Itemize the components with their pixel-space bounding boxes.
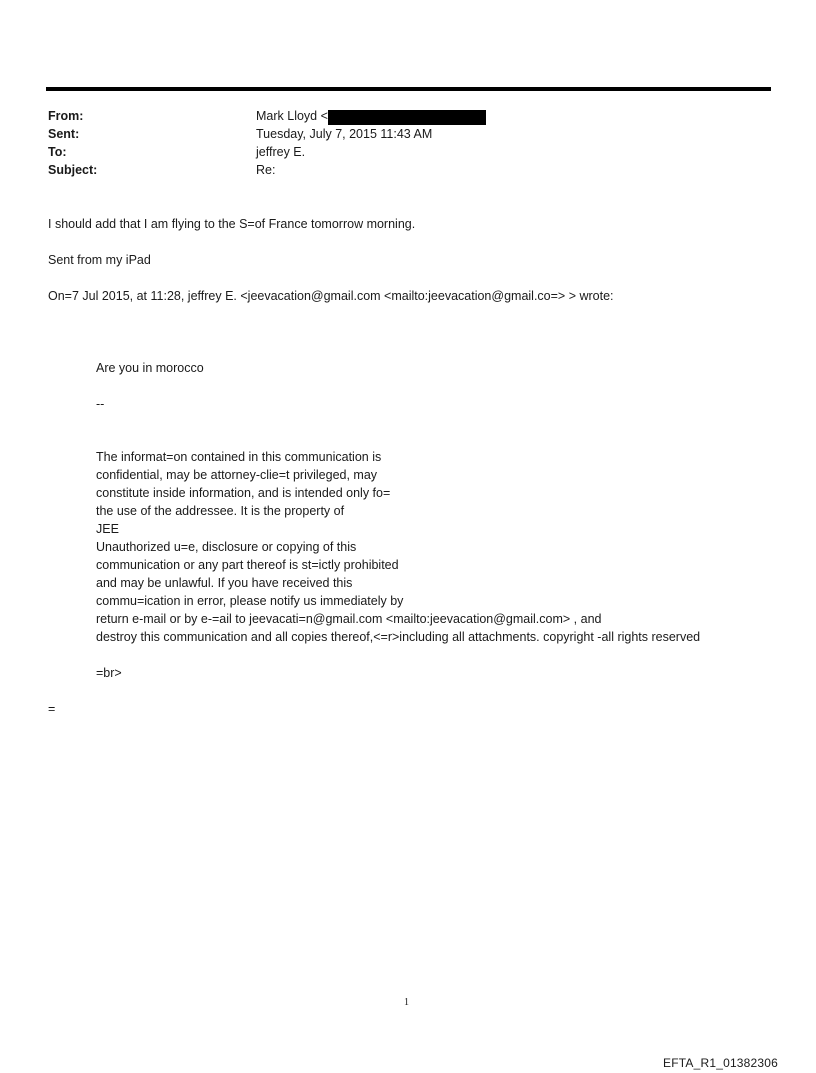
quote-intro: On=7 Jul 2015, at 11:28, jeffrey E. <jeevacation@gmail.com <mailto:jeevacation@gmail.co=> > wrote: bbox=[48, 289, 614, 303]
quoted-separator: -- bbox=[96, 397, 105, 411]
sent-value: Tuesday, July 7, 2015 11:43 AM bbox=[256, 127, 433, 141]
from-value: Mark Lloyd < bbox=[256, 109, 328, 123]
page-number: 1 bbox=[404, 997, 409, 1008]
body-line: I should add that I am flying to the S=of France tomorrow morning. bbox=[48, 217, 416, 231]
trailing-equals: = bbox=[48, 702, 56, 716]
sent-label: Sent: bbox=[48, 127, 80, 141]
disclaimer-line: communication or any part thereof is st=ictly prohibited bbox=[96, 558, 399, 572]
bates-number: EFTA_R1_01382306 bbox=[663, 1056, 779, 1070]
from-label: From: bbox=[48, 109, 84, 123]
disclaimer-line: confidential, may be attorney-clie=t privileged, may bbox=[96, 468, 378, 482]
quoted-question: Are you in morocco bbox=[96, 361, 204, 375]
disclaimer-line: constitute inside information, and is intended only fo= bbox=[96, 486, 391, 500]
subject-value: Re: bbox=[256, 163, 276, 177]
disclaimer-line: Unauthorized u=e, disclosure or copying of this bbox=[96, 540, 357, 554]
redaction-bar bbox=[328, 110, 486, 125]
signature: Sent from my iPad bbox=[48, 253, 151, 267]
subject-label: Subject: bbox=[48, 163, 98, 177]
br-artifact: =br> bbox=[96, 666, 122, 680]
disclaimer-line: commu=ication in error, please notify us immediately by bbox=[96, 594, 404, 608]
disclaimer-line: return e-mail or by e-=ail to jeevacati=n@gmail.com <mailto:jeevacation@gmail.com> , and bbox=[96, 612, 602, 626]
disclaimer-line: The informat=on contained in this communication is bbox=[96, 450, 382, 464]
to-value: jeffrey E. bbox=[256, 145, 306, 159]
disclaimer-line: JEE bbox=[96, 522, 119, 536]
top-rule bbox=[46, 87, 771, 91]
disclaimer-line: the use of the addressee. It is the property of bbox=[96, 504, 345, 518]
disclaimer-line: destroy this communication and all copies thereof,<=r>including all attachments. copyright -all rights reserved bbox=[96, 630, 701, 644]
disclaimer-line: and may be unlawful. If you have received this bbox=[96, 576, 353, 590]
to-label: To: bbox=[48, 145, 67, 159]
